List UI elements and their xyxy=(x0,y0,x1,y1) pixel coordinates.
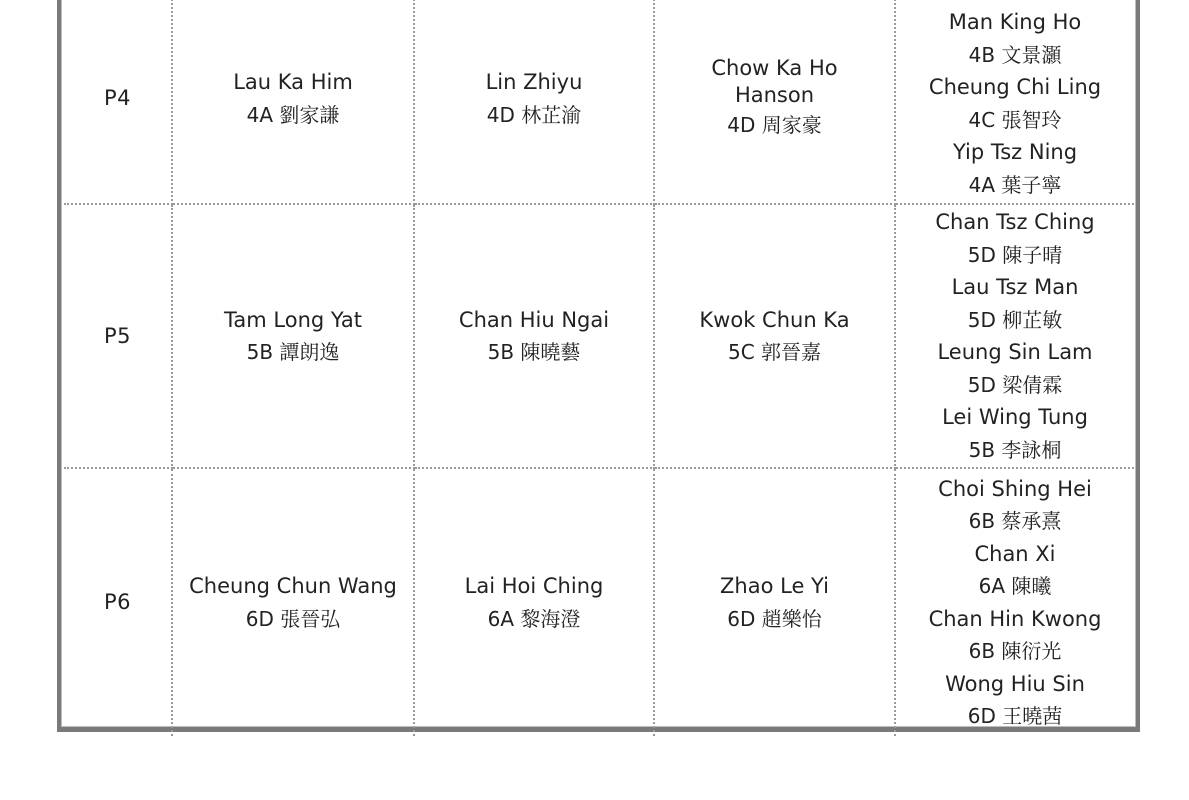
student-cell xyxy=(895,468,1134,736)
student-name: Choi Shing Hei xyxy=(938,476,1092,501)
table-row xyxy=(64,0,1134,204)
student-class: 6D 王曉茜 xyxy=(967,704,1063,728)
student-class: 6D 張晉弘 xyxy=(245,606,341,631)
grade-cell: P6 xyxy=(64,468,172,736)
student-name: Chan Xi xyxy=(974,541,1056,566)
student-name: Kwok Chun Ka xyxy=(699,307,850,332)
student-class: 5D 陳子晴 xyxy=(967,242,1063,267)
student-name: Man King Ho xyxy=(948,10,1082,34)
grade-cell: P5 xyxy=(64,204,172,468)
student-cell xyxy=(895,204,1134,468)
student-name: Chow Ka Ho Hanson xyxy=(711,56,838,108)
student-name: Lau Ka Him xyxy=(233,70,353,94)
student-name: Lin Zhiyu xyxy=(485,70,583,94)
student-name: Lau Tsz Man xyxy=(951,275,1079,299)
student-class: 6B 陳衍光 xyxy=(968,639,1062,663)
student-class: 6A 陳曦 xyxy=(978,574,1052,598)
student-class: 5B 陳曉藝 xyxy=(487,340,581,364)
table-row xyxy=(64,204,1134,468)
student-class: 5B 李詠桐 xyxy=(968,437,1062,462)
student-class: 4A 劉家謙 xyxy=(246,102,340,127)
student-name: Chan Tsz Ching xyxy=(935,210,1095,234)
student-cell xyxy=(654,204,895,468)
student-cell xyxy=(654,468,895,736)
student-name: Leung Sin Lam xyxy=(937,340,1093,364)
student-name: Yip Tsz Ning xyxy=(952,140,1078,164)
student-class: 5D 柳芷敏 xyxy=(967,307,1063,332)
student-name: Cheung Chun Wang xyxy=(189,574,397,598)
student-cell xyxy=(172,204,414,468)
student-class: 5D 梁倩霖 xyxy=(967,372,1063,397)
student-class: 6A 黎海澄 xyxy=(487,606,581,631)
grade-cell: P4 xyxy=(64,0,172,204)
student-cell xyxy=(414,0,654,204)
student-class: 4C 張智玲 xyxy=(968,107,1062,132)
table-row xyxy=(64,468,1134,736)
student-cell xyxy=(172,468,414,736)
student-name: Chan Hiu Ngai xyxy=(458,307,610,332)
student-class: 5C 郭晉嘉 xyxy=(727,340,822,364)
student-cell xyxy=(654,0,895,204)
student-class: 5B 譚朗逸 xyxy=(246,340,340,364)
student-cell xyxy=(414,204,654,468)
student-cell xyxy=(414,468,654,736)
student-class: 6D 趙樂怡 xyxy=(727,606,822,631)
student-name: Cheung Chi Ling xyxy=(928,75,1102,99)
student-class: 4B 文景灝 xyxy=(968,42,1062,67)
student-class: 6B 蔡承熹 xyxy=(968,509,1062,533)
student-name: Wong Hiu Sin xyxy=(945,671,1085,696)
student-name: Chan Hin Kwong xyxy=(928,606,1102,631)
student-class: 4D 周家豪 xyxy=(727,113,822,138)
award-table-body xyxy=(64,0,1134,736)
award-table xyxy=(64,0,1134,736)
student-cell xyxy=(172,0,414,204)
student-name: Zhao Le Yi xyxy=(720,574,829,598)
student-cell xyxy=(895,0,1134,204)
student-class: 4D 林芷渝 xyxy=(486,102,582,127)
student-class: 4A 葉子寧 xyxy=(968,172,1062,197)
student-name: Lei Wing Tung xyxy=(942,405,1088,429)
student-name: Tam Long Yat xyxy=(224,307,362,332)
student-name: Lai Hoi Ching xyxy=(464,574,604,598)
